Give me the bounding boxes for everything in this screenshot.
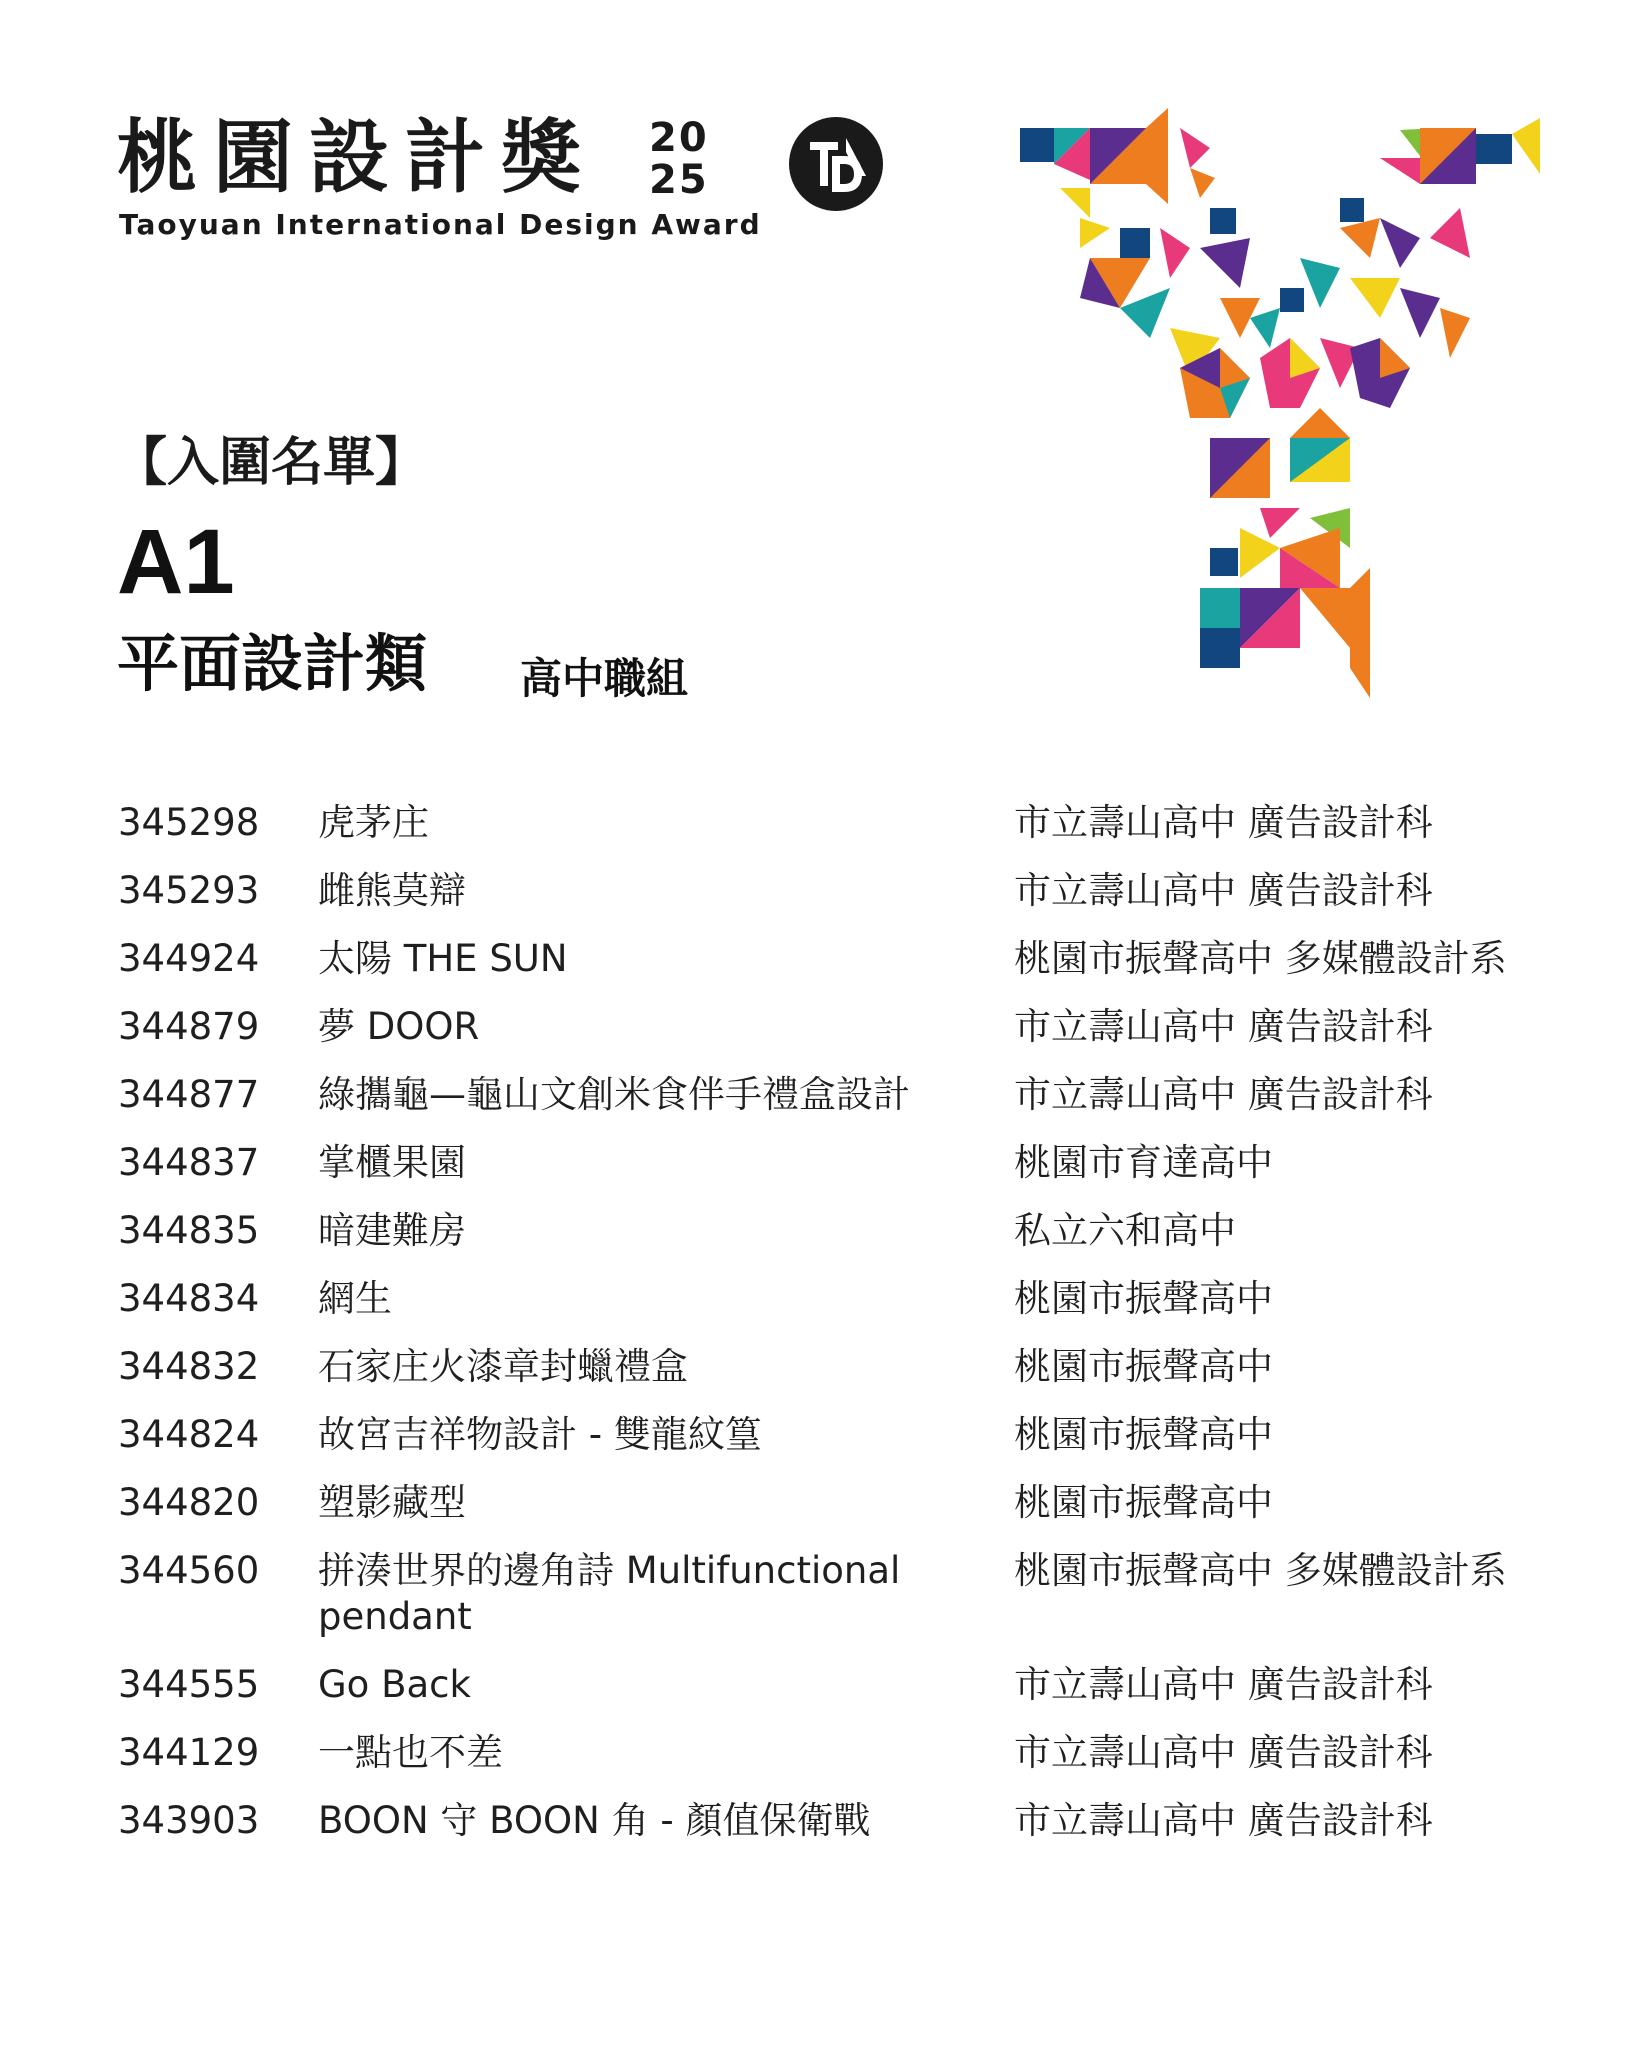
entry-id: 344879 — [118, 1005, 260, 1048]
entry-school: 桃園市振聲高中 — [1014, 1413, 1273, 1456]
entry-title: 雌熊莫辯 — [318, 869, 466, 912]
entry-id: 345298 — [118, 801, 260, 844]
entry-school: 桃園市振聲高中 — [1014, 1481, 1273, 1524]
list-item — [118, 1140, 1538, 1208]
entry-id: 345293 — [118, 869, 260, 912]
entry-id: 344820 — [118, 1481, 260, 1524]
entry-id: 344560 — [118, 1549, 260, 1592]
entry-school: 市立壽山高中 廣告設計科 — [1014, 1005, 1433, 1048]
entry-title: 暗建難房 — [318, 1209, 466, 1252]
entry-id: 343903 — [118, 1799, 260, 1842]
list-item — [118, 1276, 1538, 1344]
entry-school: 桃園市振聲高中 多媒體設計系 — [1014, 1549, 1507, 1592]
entry-id: 344555 — [118, 1663, 260, 1706]
entry-school: 私立六和高中 — [1014, 1209, 1236, 1252]
entry-school: 桃園市振聲高中 多媒體設計系 — [1014, 937, 1507, 980]
entry-title: 一點也不差 — [318, 1731, 503, 1774]
entry-school: 市立壽山高中 廣告設計科 — [1014, 869, 1433, 912]
list-item — [118, 1072, 1538, 1140]
brand-year — [649, 115, 709, 203]
entry-title: 網生 — [318, 1277, 392, 1320]
entry-title: Go Back — [318, 1663, 471, 1706]
brand-year-bottom: 25 — [649, 157, 709, 203]
category-code: A1 — [117, 511, 235, 613]
entry-school: 桃園市振聲高中 — [1014, 1277, 1273, 1320]
tangram-y-mark-icon — [1020, 108, 1540, 708]
entry-title: 掌櫃果園 — [318, 1141, 466, 1184]
entry-id: 344129 — [118, 1731, 260, 1774]
entry-school: 市立壽山高中 廣告設計科 — [1014, 1663, 1433, 1706]
entry-id: 344835 — [118, 1209, 260, 1252]
list-item — [118, 1662, 1538, 1730]
entry-title: BOON 守 BOON 角 - 顏值保衛戰 — [318, 1799, 871, 1842]
shortlist-label: 【入圍名單】 — [115, 433, 428, 493]
entry-school: 桃園市育達高中 — [1014, 1141, 1273, 1184]
category-group: 高中職組 — [520, 654, 689, 703]
entry-school: 桃園市振聲高中 — [1014, 1345, 1273, 1388]
list-item — [118, 868, 1538, 936]
list-item — [118, 1004, 1538, 1072]
entry-title: 塑影藏型 — [318, 1481, 466, 1524]
brand-year-top: 20 — [649, 115, 709, 161]
list-item — [118, 1480, 1538, 1548]
list-item — [118, 1548, 1538, 1662]
entry-id: 344877 — [118, 1073, 260, 1116]
entry-title: 太陽 THE SUN — [318, 937, 568, 980]
list-item — [118, 1412, 1538, 1480]
entry-school: 市立壽山高中 廣告設計科 — [1014, 1731, 1433, 1774]
brand-name-en: Taoyuan International Design Award — [119, 208, 762, 241]
entry-title: 石家庄火漆章封蠟禮盒 — [318, 1345, 688, 1388]
entry-school: 市立壽山高中 廣告設計科 — [1014, 1799, 1433, 1842]
entry-school: 市立壽山高中 廣告設計科 — [1014, 1073, 1433, 1116]
entry-school: 市立壽山高中 廣告設計科 — [1014, 801, 1433, 844]
entry-title: 虎茅庄 — [318, 801, 429, 844]
list-item — [118, 1730, 1538, 1798]
entry-id: 344824 — [118, 1413, 260, 1456]
list-item — [118, 1208, 1538, 1276]
entry-title: 綠攜龜—龜山文創米食伴手禮盒設計 — [318, 1073, 910, 1116]
list-item — [118, 1344, 1538, 1412]
list-item — [118, 800, 1538, 868]
tida-logo-icon — [788, 116, 884, 212]
entry-title: 夢 DOOR — [318, 1005, 480, 1048]
list-item — [118, 936, 1538, 1004]
entry-title: 拼湊世界的邊角詩 Multifunctional pendant — [318, 1549, 901, 1638]
entry-id: 344832 — [118, 1345, 260, 1388]
list-item — [118, 1798, 1538, 1866]
entries-list — [118, 800, 1538, 1866]
brand-name-cn: 桃園設計獎 — [117, 111, 597, 204]
entry-id: 344924 — [118, 937, 260, 980]
entry-id: 344834 — [118, 1277, 260, 1320]
entry-title: 故宮吉祥物設計 - 雙龍紋篁 — [318, 1413, 762, 1456]
category-name: 平面設計類 — [117, 627, 428, 700]
entry-id: 344837 — [118, 1141, 260, 1184]
